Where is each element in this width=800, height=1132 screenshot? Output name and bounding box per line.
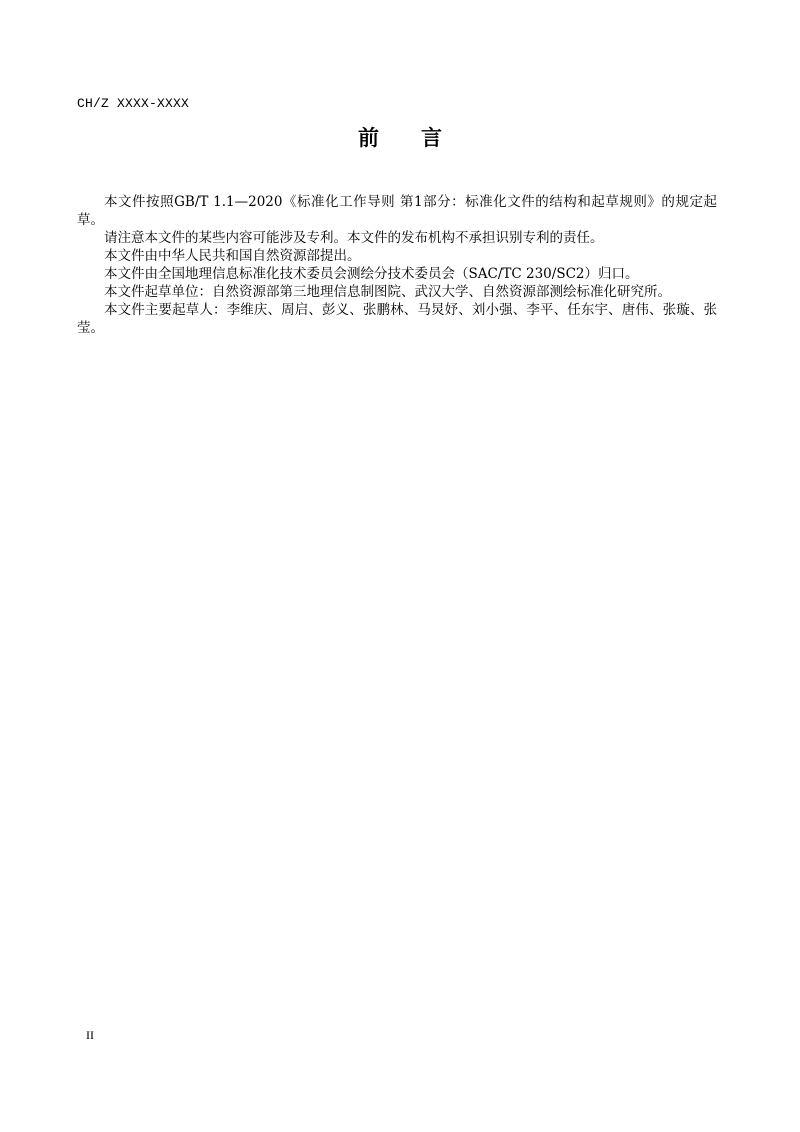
paragraph-drafting-units: 本文件起草单位：自然资源部第三地理信息制图院、武汉大学、自然资源部测绘标准化研究所。 <box>104 284 671 300</box>
document-code: CH/Z XXXX-XXXX <box>77 96 190 111</box>
paragraph-patent-notice: 请注意本文件的某些内容可能涉及专利。本文件的发布机构不承担识别专利的责任。 <box>104 230 604 246</box>
paragraph-drafters: 本文件主要起草人：李维庆、周启、彭义、张鹏林、马炅妤、刘小强、李平、任东宇、唐伟、张璇、张莹。 <box>77 302 717 336</box>
paragraph-drafting-rules: 本文件按照GB/T 1.1—2020《标准化工作导则 第1部分：标准化文件的结构和起草规则》的规定起草。 <box>77 194 717 228</box>
foreword-body <box>77 193 717 337</box>
page-title <box>0 122 800 152</box>
paragraph-responsible-committee: 本文件由全国地理信息标准化技术委员会测绘分技术委员会（SAC/TC 230/SC2）归口。 <box>104 266 639 282</box>
title-char-2: 言 <box>421 126 442 150</box>
title-char-1: 前 <box>358 126 379 150</box>
page-number: II <box>86 1028 94 1042</box>
paragraph-proposer: 本文件由中华人民共和国自然资源部提出。 <box>104 248 361 264</box>
